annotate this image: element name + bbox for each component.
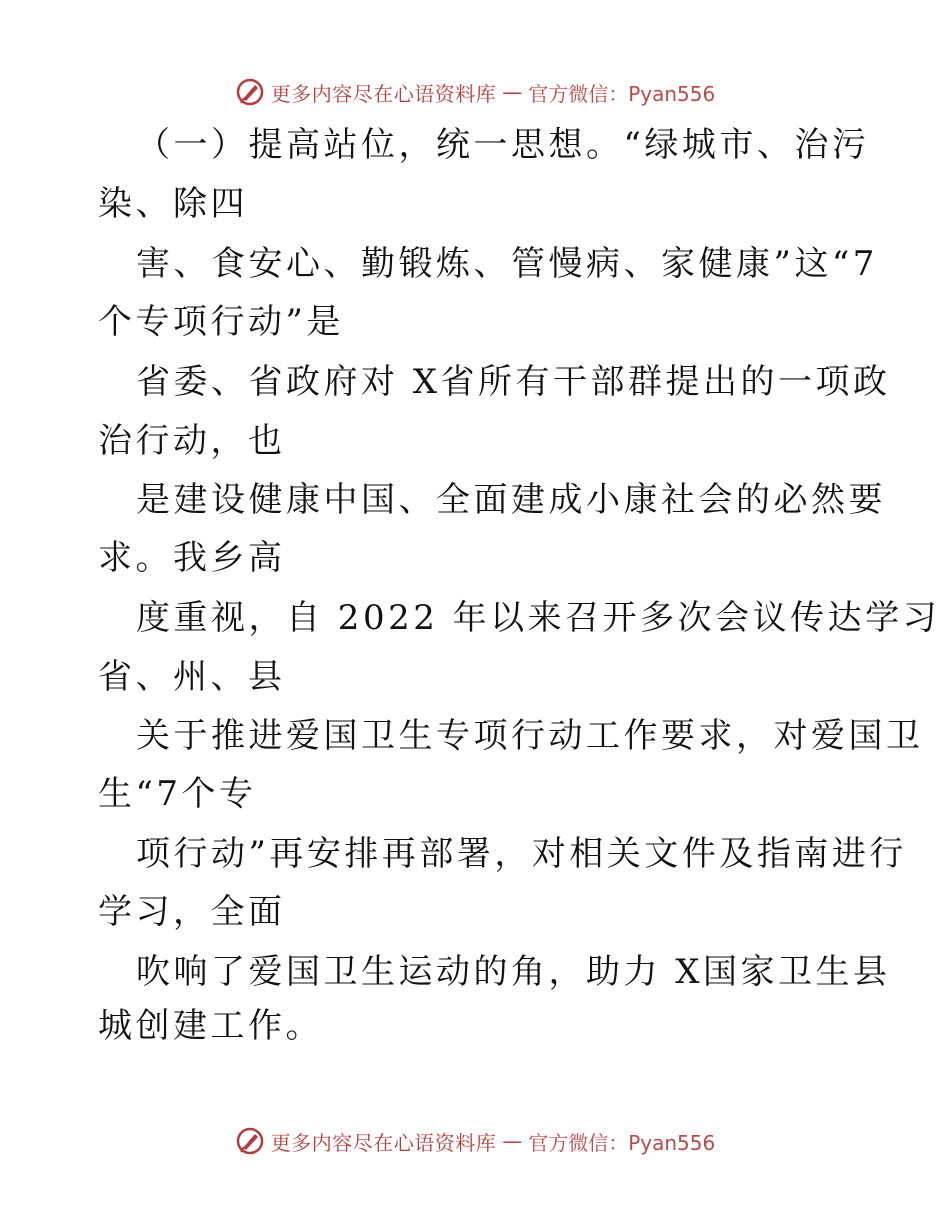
body-line: 省委、省政府对 X省所有干部群提出的一项政: [136, 362, 891, 402]
body-line: 省、州、县: [98, 657, 286, 697]
body-line: 学习，全面: [98, 892, 286, 932]
header-watermark: [0, 72, 950, 112]
body-line: 染、除四: [98, 184, 248, 224]
body-line: 害、食安心、勤锻炼、管慢病、家健康”这“7: [136, 244, 878, 284]
quill-pen-logo-icon: [235, 77, 265, 107]
body-line: （一）提高站位，统一思想。“绿城市、治污: [136, 125, 870, 165]
quill-pen-logo-icon: [235, 1126, 265, 1156]
watermark-contact: 官方微信：Pyan556: [528, 81, 716, 106]
body-line: 是建设健康中国、全面建成小康社会的必然要: [136, 480, 886, 520]
body-line: 求。我乡高: [98, 538, 286, 578]
watermark-dash: —: [502, 80, 523, 104]
footer-watermark: [0, 1121, 950, 1161]
watermark-dash: —: [502, 1129, 523, 1153]
watermark-text: 更多内容尽在心语资料库: [270, 1130, 497, 1155]
body-line: 度重视，自 2022 年以来召开多次会议传达学习: [136, 598, 941, 638]
body-line: 关于推进爱国卫生专项行动工作要求，对爱国卫: [136, 716, 924, 756]
watermark-text: 更多内容尽在心语资料库: [270, 81, 497, 106]
body-line: 治行动，也: [98, 421, 286, 461]
body-line: 城创建工作。: [98, 1006, 323, 1046]
body-line: 生“7个专: [98, 774, 257, 814]
body-line: 个专项行动”是: [98, 302, 344, 342]
body-line: 吹响了爱国卫生运动的角，助力 X国家卫生县: [136, 952, 891, 992]
watermark-contact: 官方微信：Pyan556: [528, 1130, 716, 1155]
body-line: 项行动”再安排再部署，对相关文件及指南进行: [136, 834, 907, 874]
